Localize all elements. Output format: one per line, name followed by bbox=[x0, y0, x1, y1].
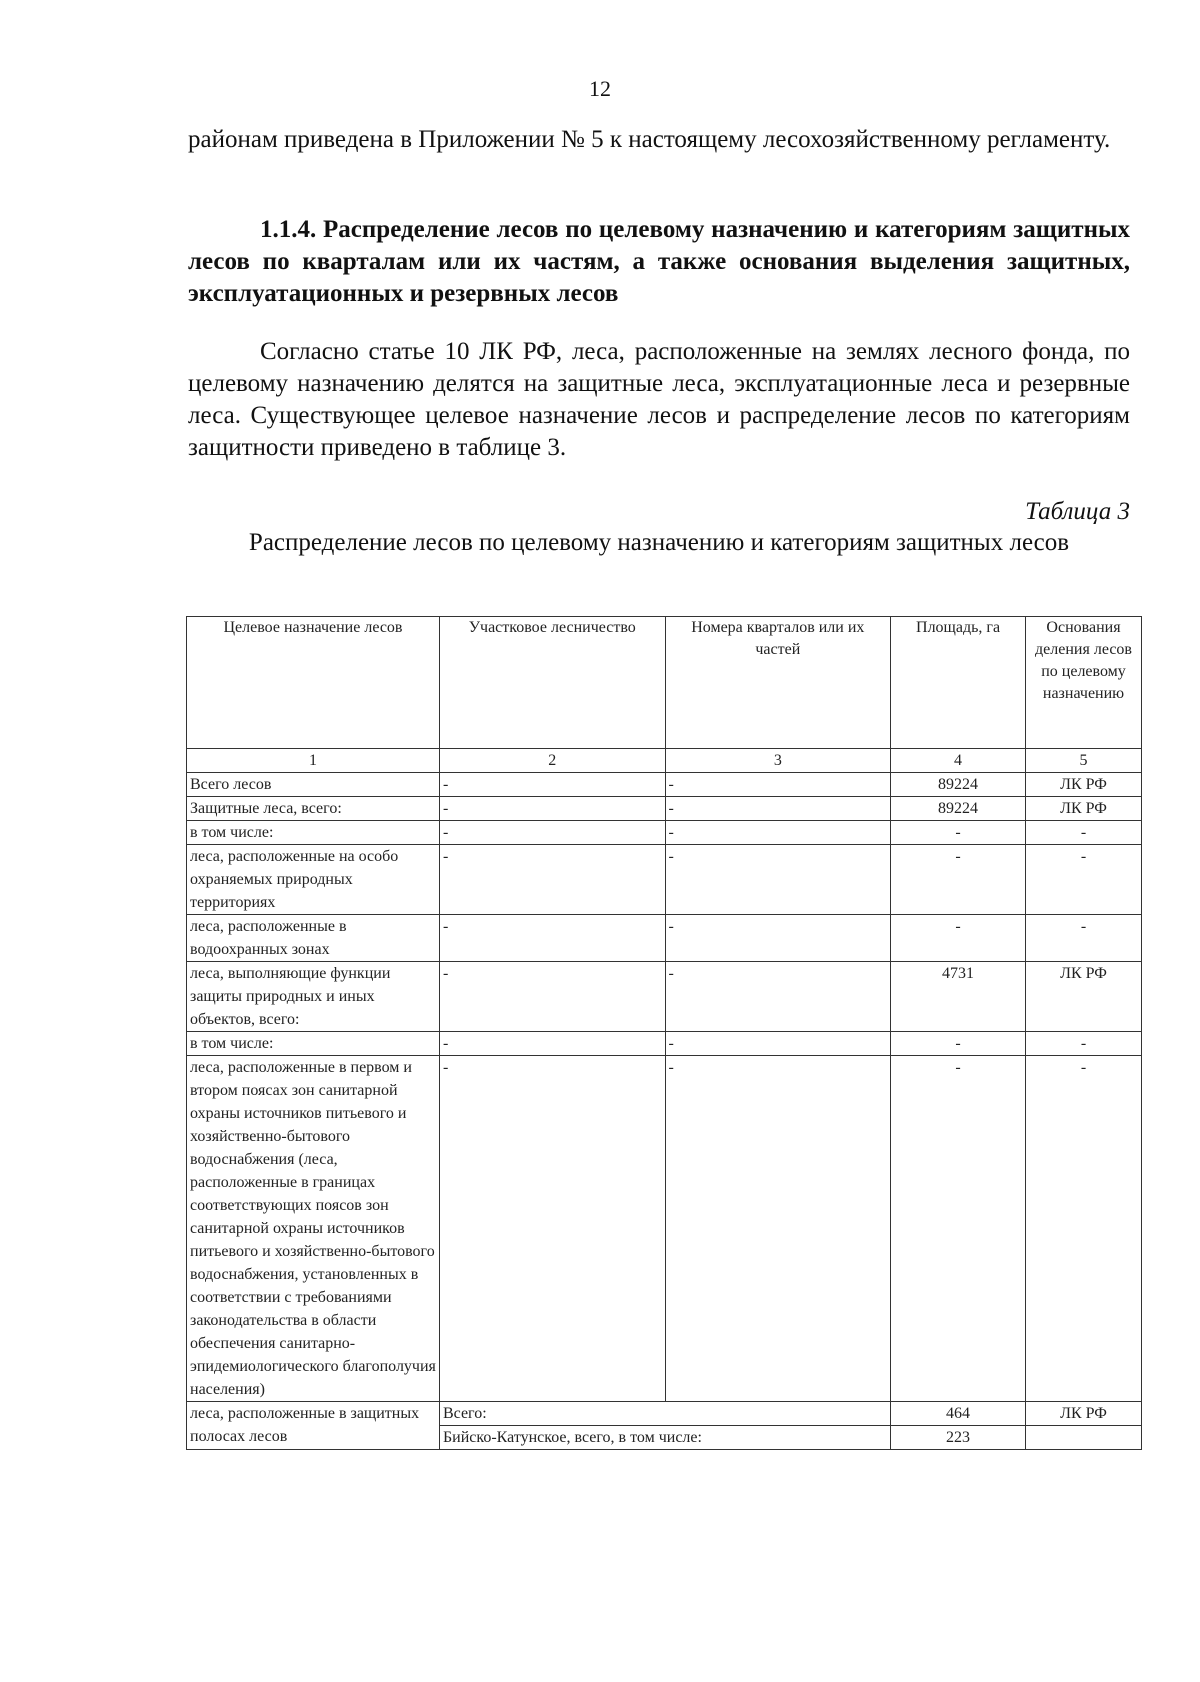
header-quarters: Номера кварталов или их частей bbox=[665, 617, 891, 749]
cell-purpose: леса, расположенные на особо охраняемых природных территориях bbox=[187, 845, 440, 915]
body-paragraph: Согласно статье 10 ЛК РФ, леса, расположенные на землях лесного фонда, по целевому назначению делятся на защитные леса, эксплуатационные леса и резервные леса. Существующее целевое назначение лесов и распределение лесов по категориям защитности приведено в таблице 3. bbox=[188, 338, 1130, 461]
header-basis: Основания деления лесов по целевому назначению bbox=[1026, 617, 1142, 749]
table-row bbox=[187, 1032, 1142, 1056]
page-number: 12 bbox=[589, 76, 611, 101]
cell-purpose: в том числе: bbox=[187, 1032, 440, 1056]
table-row bbox=[187, 1056, 1142, 1402]
cell-purpose: Защитные леса, всего: bbox=[187, 797, 440, 821]
cell-quarters: - bbox=[665, 773, 891, 797]
column-number: 4 bbox=[891, 749, 1026, 773]
cell-purpose: леса, расположенные в водоохранных зонах bbox=[187, 915, 440, 962]
cell-area: 4731 bbox=[891, 962, 1026, 1032]
cell-area: - bbox=[891, 845, 1026, 915]
header-area: Площадь, га bbox=[891, 617, 1026, 749]
forest-distribution-table bbox=[186, 616, 1142, 1450]
cell-quarters: - bbox=[665, 845, 891, 915]
cell-area: - bbox=[891, 1032, 1026, 1056]
cell-basis: - bbox=[1026, 915, 1142, 962]
cell-total-label: Всего: bbox=[439, 1402, 890, 1426]
table-row bbox=[187, 1402, 1142, 1426]
table-title: Распределение лесов по целевому назначению и категориям защитных лесов bbox=[248, 529, 1070, 556]
cell-basis: ЛК РФ bbox=[1026, 797, 1142, 821]
cell-basis: - bbox=[1026, 845, 1142, 915]
cell-area: 89224 bbox=[891, 773, 1026, 797]
cell-basis bbox=[1026, 1426, 1142, 1450]
cell-subtotal-label: Бийско-Катунское, всего, в том числе: bbox=[439, 1426, 890, 1450]
cell-forestry: - bbox=[439, 1056, 665, 1402]
table-row bbox=[187, 915, 1142, 962]
cell-purpose: в том числе: bbox=[187, 821, 440, 845]
cell-quarters: - bbox=[665, 962, 891, 1032]
column-number: 1 bbox=[187, 749, 440, 773]
column-number: 3 bbox=[665, 749, 891, 773]
cell-area: - bbox=[891, 1056, 1026, 1402]
cell-area: - bbox=[891, 821, 1026, 845]
section-heading: 1.1.4. Распределение лесов по целевому назначению и категориям защитных лесов по кварталам или их частям, а также основания выделения защитных, эксплуатационных и резервных лесов bbox=[188, 216, 1130, 307]
cell-area: 89224 bbox=[891, 797, 1026, 821]
cell-quarters: - bbox=[665, 1032, 891, 1056]
cell-basis: - bbox=[1026, 1056, 1142, 1402]
cell-forestry: - bbox=[439, 1032, 665, 1056]
cell-area: 223 bbox=[891, 1426, 1026, 1450]
cell-purpose: леса, расположенные в защитных полосах лесов bbox=[187, 1402, 440, 1450]
column-number: 2 bbox=[439, 749, 665, 773]
cell-quarters: - bbox=[665, 797, 891, 821]
cell-basis: ЛК РФ bbox=[1026, 962, 1142, 1032]
cell-forestry: - bbox=[439, 915, 665, 962]
cell-forestry: - bbox=[439, 773, 665, 797]
cell-quarters: - bbox=[665, 1056, 891, 1402]
table-row bbox=[187, 773, 1142, 797]
cell-basis: ЛК РФ bbox=[1026, 1402, 1142, 1426]
cell-area: 464 bbox=[891, 1402, 1026, 1426]
cell-forestry: - bbox=[439, 845, 665, 915]
header-purpose: Целевое назначение лесов bbox=[187, 617, 440, 749]
table-row bbox=[187, 797, 1142, 821]
cell-basis: - bbox=[1026, 1032, 1142, 1056]
cell-quarters: - bbox=[665, 915, 891, 962]
table-row bbox=[187, 962, 1142, 1032]
table-label: Таблица 3 bbox=[1025, 498, 1130, 525]
column-number-row bbox=[187, 749, 1142, 773]
cell-basis: ЛК РФ bbox=[1026, 773, 1142, 797]
cell-forestry: - bbox=[439, 962, 665, 1032]
cell-area: - bbox=[891, 915, 1026, 962]
cell-forestry: - bbox=[439, 821, 665, 845]
intro-paragraph: районам приведена в Приложении № 5 к настоящему лесохозяйственному регламенту. bbox=[188, 126, 1111, 153]
header-forestry: Участковое лесничество bbox=[439, 617, 665, 749]
table-row bbox=[187, 845, 1142, 915]
cell-quarters: - bbox=[665, 821, 891, 845]
cell-basis: - bbox=[1026, 821, 1142, 845]
cell-forestry: - bbox=[439, 797, 665, 821]
cell-purpose: леса, расположенные в первом и втором поясах зон санитарной охраны источников питьевого и хозяйственно-бытового водоснабжения (леса, расположенные в границах соответствующих поясов зон санитарной охраны источников питьевого и хозяйственно-бытового водоснабжения, установленных в соответствии с требованиями законодательства в области обеспечения санитарно-эпидемиологического благополучия населения) bbox=[187, 1056, 440, 1402]
column-number: 5 bbox=[1026, 749, 1142, 773]
table-row bbox=[187, 821, 1142, 845]
cell-purpose: леса, выполняющие функции защиты природных и иных объектов, всего: bbox=[187, 962, 440, 1032]
table-header-row bbox=[187, 617, 1142, 749]
cell-purpose: Всего лесов bbox=[187, 773, 440, 797]
